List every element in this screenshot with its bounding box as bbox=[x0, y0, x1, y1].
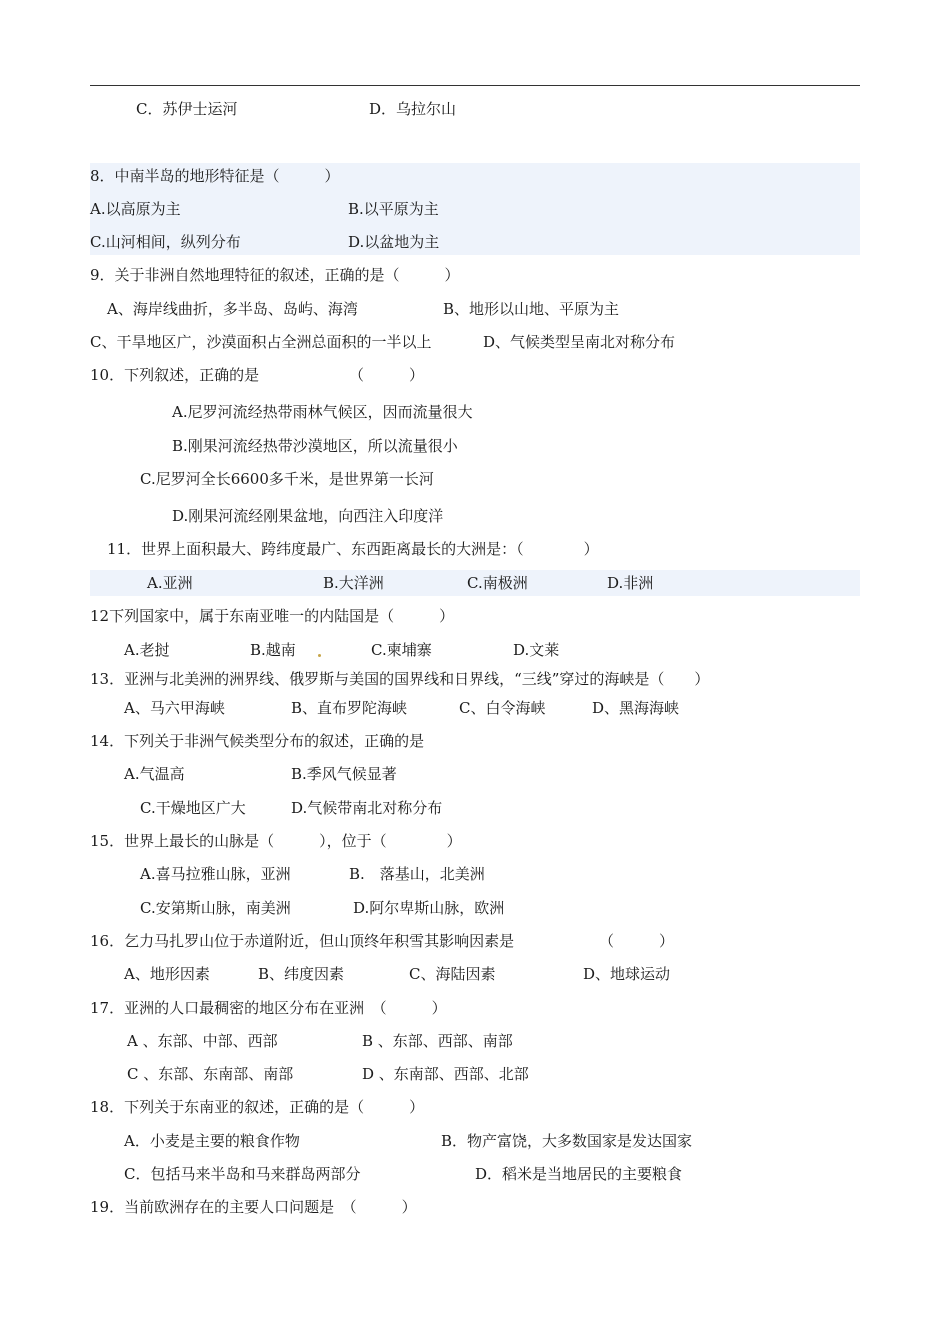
q9-option-a: A、海岸线曲折，多半岛、岛屿、海湾 bbox=[107, 300, 358, 318]
q12-option-c: C.柬埔寨 bbox=[371, 641, 432, 659]
q11-option-a: A.亚洲 bbox=[147, 574, 193, 592]
q12-option-d: D.文莱 bbox=[513, 641, 560, 659]
q13-option-b: B、直布罗陀海峡 bbox=[291, 699, 408, 717]
stray-dot bbox=[318, 654, 321, 657]
q18-option-c: C．包括马来半岛和马来群岛两部分 bbox=[124, 1165, 361, 1183]
q14-option-d: D.气候带南北对称分布 bbox=[291, 799, 443, 817]
q8-option-a: A.以高原为主 bbox=[90, 200, 181, 218]
q13-option-c: C、白令海峡 bbox=[459, 699, 546, 717]
q18-stem: 18．下列关于东南亚的叙述，正确的是（ ） bbox=[90, 1098, 425, 1116]
q18-option-b: B．物产富饶，大多数国家是发达国家 bbox=[441, 1132, 693, 1150]
q10-stem: 10．下列叙述，正确的是 bbox=[90, 366, 260, 384]
q16-stem: 16．乞力马扎罗山位于赤道附近，但山顶终年积雪其影响因素是 bbox=[90, 932, 515, 950]
q16-option-a: A、地形因素 bbox=[124, 965, 210, 983]
q14-option-c: C.干燥地区广大 bbox=[140, 799, 246, 817]
q14-option-a: A.气温高 bbox=[124, 765, 185, 783]
q11-option-d: D.非洲 bbox=[607, 574, 654, 592]
q10-option-b: B.刚果河流经热带沙漠地区，所以流量很小 bbox=[172, 437, 458, 455]
q9-option-c: C、干旱地区广，沙漠面积占全洲总面积的一半以上 bbox=[90, 333, 432, 351]
q17-option-d: D 、东南部、西部、北部 bbox=[362, 1065, 529, 1083]
q9-option-b: B、地形以山地、平原为主 bbox=[443, 300, 620, 318]
q12-stem: 12下列国家中，属于东南亚唯一的内陆国是（ ） bbox=[90, 607, 455, 625]
q13-option-a: A、马六甲海峡 bbox=[124, 699, 225, 717]
q12-option-a: A.老挝 bbox=[124, 641, 170, 659]
q7-option-d: D．乌拉尔山 bbox=[369, 100, 457, 118]
header-rule bbox=[90, 85, 860, 86]
q15-stem: 15．世界上最长的山脉是（ ），位于（ ） bbox=[90, 832, 462, 850]
q8-stem: 8．中南半岛的地形特征是（ ） bbox=[90, 167, 340, 185]
q10-option-c: C.尼罗河全长6600多千米，是世界第一长河 bbox=[140, 470, 434, 488]
q17-option-b: B 、东部、西部、南部 bbox=[362, 1032, 513, 1050]
q19-stem: 19．当前欧洲存在的主要人口问题是 （ ） bbox=[90, 1198, 417, 1216]
q17-option-c: C 、东部、东南部、南部 bbox=[127, 1065, 294, 1083]
q15-option-d: D.阿尔卑斯山脉，欧洲 bbox=[353, 899, 505, 917]
q15-option-c: C.安第斯山脉，南美洲 bbox=[140, 899, 291, 917]
q9-option-d: D、气候类型呈南北对称分布 bbox=[483, 333, 676, 351]
q10-option-a: A.尼罗河流经热带雨林气候区，因而流量很大 bbox=[172, 403, 473, 421]
q13-option-d: D、黑海海峡 bbox=[592, 699, 680, 717]
q16-option-b: B、纬度因素 bbox=[258, 965, 345, 983]
q10-option-d: D.刚果河流经刚果盆地，向西注入印度洋 bbox=[172, 507, 444, 525]
q17-stem: 17．亚洲的人口最稠密的地区分布在亚洲 （ ） bbox=[90, 999, 447, 1017]
q10-answer-paren: （ ） bbox=[349, 366, 425, 384]
q11-option-b: B.大洋洲 bbox=[323, 574, 384, 592]
q8-option-b: B.以平原为主 bbox=[348, 200, 439, 218]
q8-option-d: D.以盆地为主 bbox=[348, 233, 440, 251]
q14-option-b: B.季风气候显著 bbox=[291, 765, 397, 783]
q17-option-a: A 、东部、中部、西部 bbox=[127, 1032, 278, 1050]
q15-option-b: B. 落基山，北美洲 bbox=[349, 865, 485, 883]
q16-option-d: D、地球运动 bbox=[583, 965, 671, 983]
q18-option-a: A．小麦是主要的粮食作物 bbox=[124, 1132, 300, 1150]
q15-option-a: A.喜马拉雅山脉，亚洲 bbox=[140, 865, 291, 883]
q16-option-c: C、海陆因素 bbox=[409, 965, 496, 983]
q18-option-d: D．稻米是当地居民的主要粮食 bbox=[475, 1165, 683, 1183]
q7-option-c: C．苏伊士运河 bbox=[136, 100, 238, 118]
q13-stem: 13．亚洲与北美洲的洲界线、俄罗斯与美国的国界线和日界线，“三线”穿过的海峡是（ ） bbox=[90, 670, 710, 688]
q14-stem: 14．下列关于非洲气候类型分布的叙述，正确的是 bbox=[90, 732, 425, 750]
q11-option-c: C.南极洲 bbox=[467, 574, 528, 592]
q8-option-c: C.山河相间，纵列分布 bbox=[90, 233, 241, 251]
q9-stem: 9．关于非洲自然地理特征的叙述，正确的是（ ） bbox=[90, 266, 460, 284]
q12-option-b: B.越南 bbox=[250, 641, 296, 659]
q11-stem: 11．世界上面积最大、跨纬度最广、东西距离最长的大洲是：（ ） bbox=[107, 540, 599, 558]
q16-answer-paren: （ ） bbox=[599, 932, 675, 950]
